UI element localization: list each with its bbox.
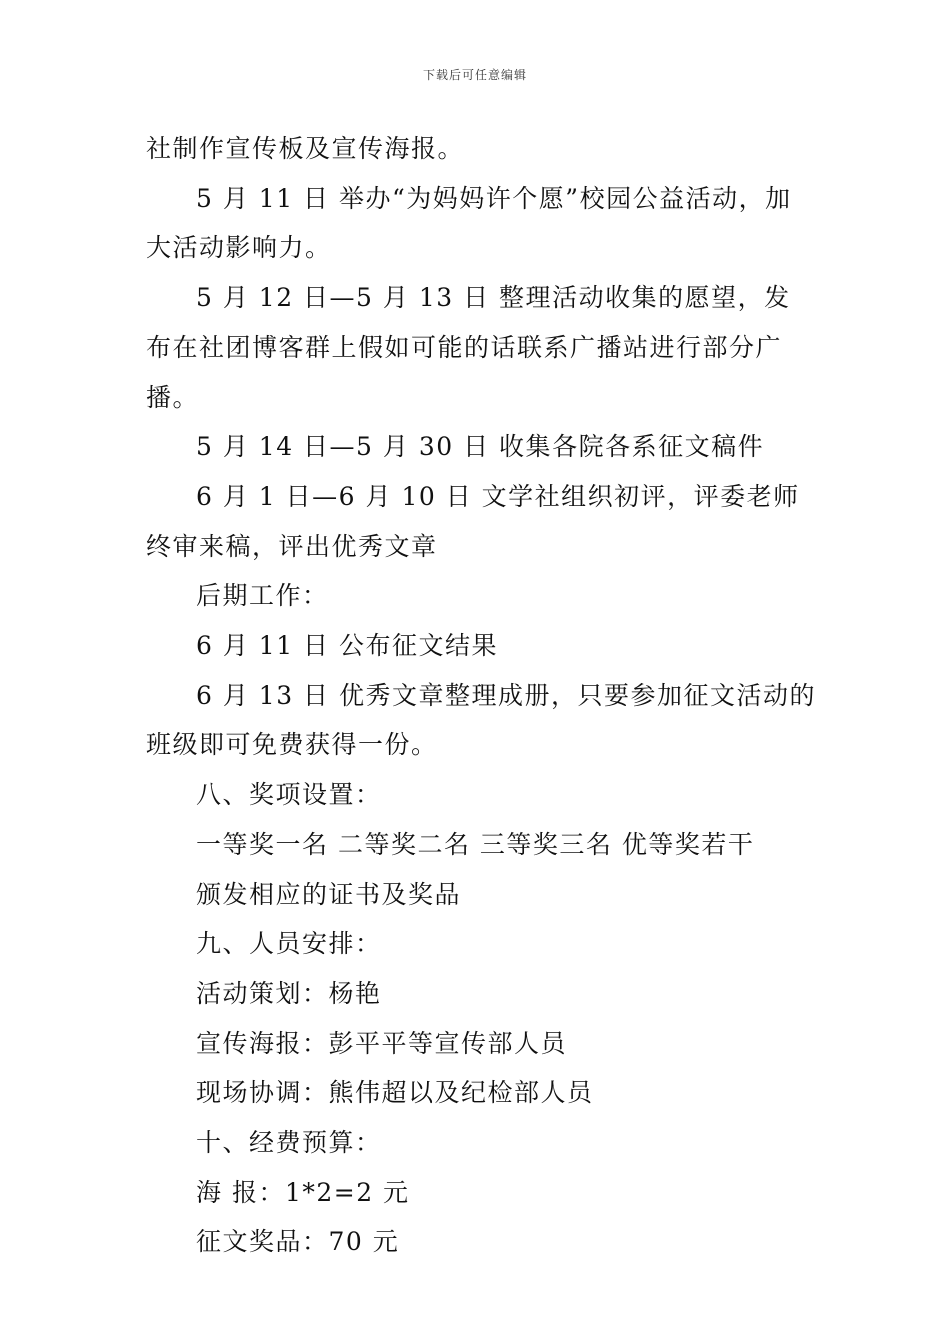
section-heading: 八、奖项设置： (196, 780, 382, 810)
paragraph: 5 月 12 日—5 月 13 日 整理活动收集的愿望，发布在社团博客群上假如可能的话联系广播站进行部分广播。 (146, 283, 791, 412)
paragraph: 征文奖品：70 元 (196, 1227, 400, 1257)
paragraph: 5 月 11 日 举办“为妈妈许个愿”校园公益活动，加大活动影响力。 (146, 183, 792, 263)
paragraph: 6 月 13 日 优秀文章整理成册，只要参加征文活动的班级即可免费获得一份。 (146, 680, 817, 760)
paragraph: 一等奖一名 二等奖二名 三等奖三名 优等奖若干 (196, 829, 755, 859)
paragraph: 6 月 11 日 公布征文结果 (196, 631, 499, 661)
paragraph: 6 月 1 日—6 月 10 日 文学社组织初评，评委老师终审来稿，评出优秀文章 (146, 481, 800, 561)
paragraph: 现场协调：熊伟超以及纪检部人员 (196, 1078, 594, 1108)
document-body (146, 124, 816, 1267)
header-note: 下载后可任意编辑 (422, 68, 527, 82)
paragraph: 社制作宣传板及宣传海报。 (146, 134, 465, 163)
paragraph: 后期工作： (196, 581, 329, 611)
paragraph: 颁发相应的证书及奖品 (196, 879, 462, 909)
paragraph: 宣传海报：彭平平等宣传部人员 (196, 1028, 568, 1058)
section-heading: 九、人员安排： (196, 929, 382, 959)
section-heading: 十、经费预算： (196, 1128, 382, 1158)
paragraph: 海 报：1*2=2 元 (196, 1177, 410, 1207)
paragraph: 5 月 14 日—5 月 30 日 收集各院各系征文稿件 (196, 432, 765, 462)
paragraph: 活动策划：杨艳 (196, 978, 382, 1008)
